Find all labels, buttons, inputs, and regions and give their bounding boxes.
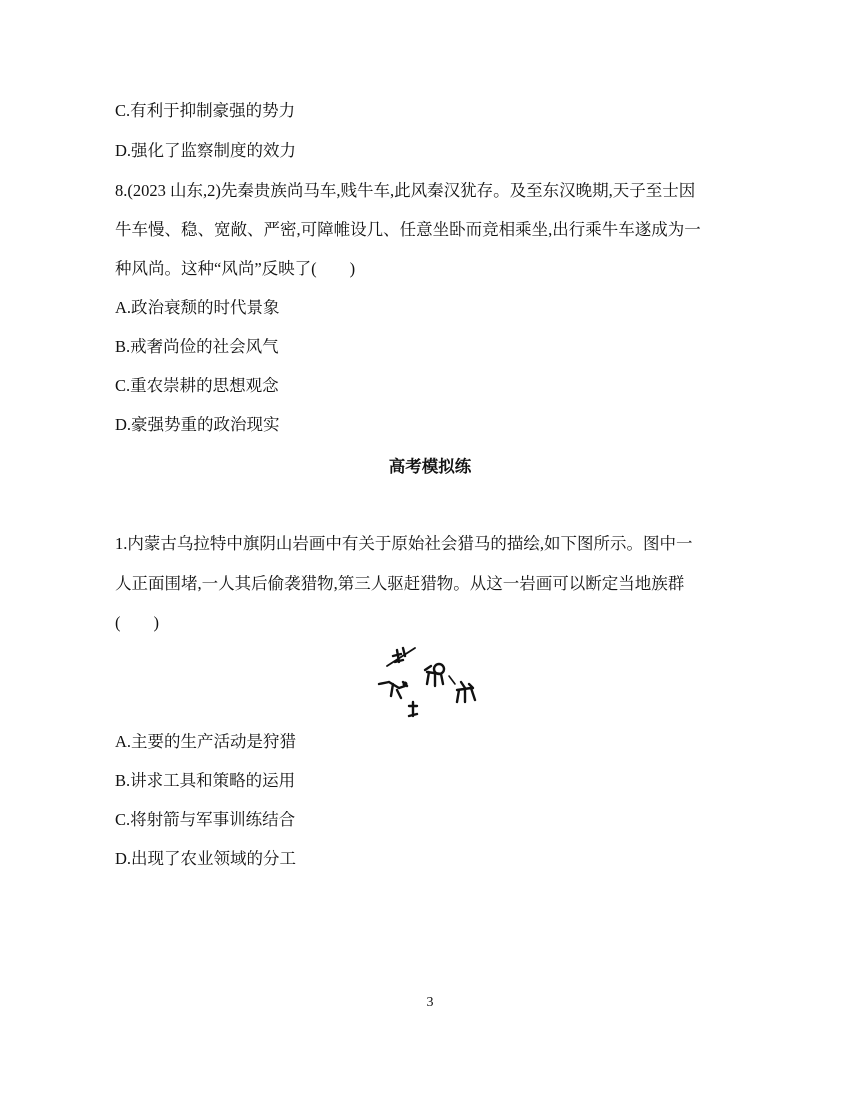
q8-stem-line-3: 种风尚。这种“风尚”反映了( ): [115, 259, 356, 278]
q1-option-d: D.出现了农业领域的分工: [115, 849, 297, 868]
q8-stem-line-2: 牛车慢、稳、宽敞、严密,可障帷设几、任意坐卧而竞相乘坐,出行乘牛车遂成为一: [115, 220, 701, 239]
section-title: 高考模拟练: [388, 457, 472, 476]
q8-option-c: C.重农崇耕的思想观念: [115, 376, 279, 395]
q8-option-a: A.政治衰颓的时代景象: [115, 298, 280, 317]
page-number: 3: [426, 995, 434, 1010]
q1-stem-line-2: 人正面围堵,一人其后偷袭猎物,第三人驱赶猎物。从这一岩画可以断定当地族群: [115, 574, 685, 593]
q7-option-d: D.强化了监察制度的效力: [115, 141, 297, 160]
q8-option-b: B.戒奢尚俭的社会风气: [115, 337, 279, 356]
rock-painting-figure: [375, 644, 487, 722]
q1-option-c: C.将射箭与军事训练结合: [115, 810, 296, 829]
q1-option-b: B.讲求工具和策略的运用: [115, 771, 296, 790]
q7-option-c: C.有利于抑制豪强的势力: [115, 101, 296, 120]
q8-option-d: D.豪强势重的政治现实: [115, 415, 280, 434]
q1-option-a: A.主要的生产活动是狩猎: [115, 732, 297, 751]
figure-head-dot: [403, 682, 408, 687]
q1-stem-line-1: 1.内蒙古乌拉特中旗阴山岩画中有关于原始社会猎马的描绘,如下图所示。图中一: [115, 534, 693, 553]
q1-stem-line-3: ( ): [115, 613, 159, 632]
q8-stem-line-1: 8.(2023 山东,2)先秦贵族尚马车,贱牛车,此风秦汉犹存。及至东汉晚期,天子至士因: [115, 181, 696, 200]
